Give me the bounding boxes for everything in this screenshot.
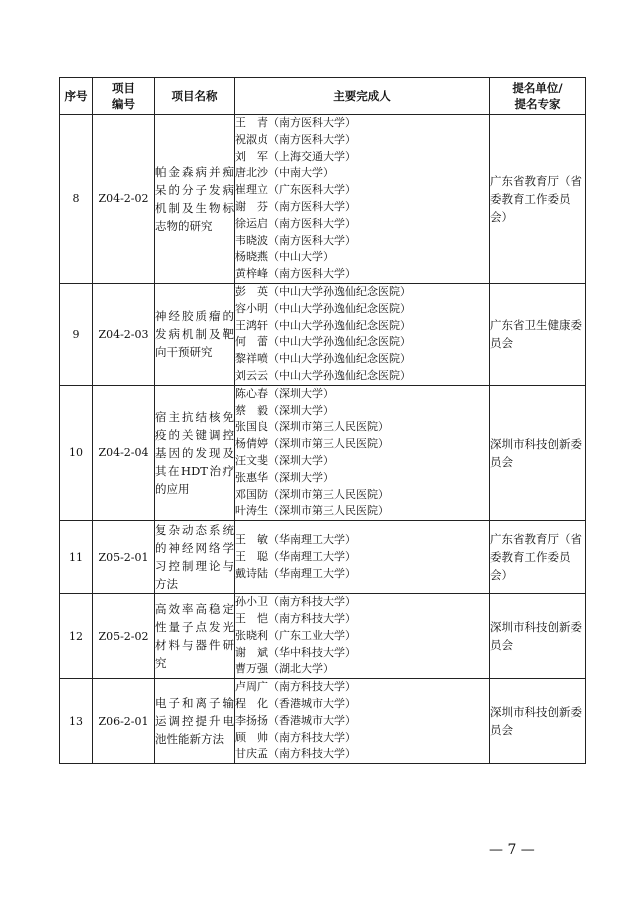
person-entry: 甘庆孟（南方科技大学） xyxy=(235,747,356,761)
row-code: Z04-2-04 xyxy=(93,385,155,520)
row-nominating-unit: 深圳市科技创新委员会 xyxy=(490,385,586,520)
row-people xyxy=(235,679,490,764)
person-entry: 张晓利（广东工业大学） xyxy=(235,628,356,642)
person-entry: 卢周广（南方科技大学） xyxy=(235,680,356,694)
row-project-name xyxy=(155,679,235,764)
person-entry: 顾 帅（南方科技大学） xyxy=(235,730,356,744)
row-project-name xyxy=(155,521,235,594)
header-unit xyxy=(490,78,586,115)
person-entry: 陈心春（深圳大学） xyxy=(235,386,334,400)
row-seq: 13 xyxy=(60,679,93,764)
person-entry: 彭 英（中山大学孙逸仙纪念医院） xyxy=(235,284,411,298)
row-people xyxy=(235,385,490,520)
person-entry: 刘 军（上海交通大学） xyxy=(235,149,356,163)
person-entry: 王 青（南方医科大学） xyxy=(235,116,356,129)
person-entry: 汪文斐（深圳大学） xyxy=(235,453,334,467)
person-entry: 杨倩婷（深圳市第三人民医院） xyxy=(235,437,389,451)
person-entry: 张惠华（深圳大学） xyxy=(235,470,334,484)
table-header-row xyxy=(60,78,586,115)
person-entry: 王 恺（南方科技大学） xyxy=(235,611,356,625)
person-entry: 崔理立（广东医科大学） xyxy=(235,183,356,197)
person-entry: 黄梓峰（南方医科大学） xyxy=(235,267,356,281)
person-entry: 何 蕾（中山大学孙逸仙纪念医院） xyxy=(235,335,411,349)
row-project-name xyxy=(155,385,235,520)
person-entry: 李扬扬（香港城市大学） xyxy=(235,713,356,727)
row-seq: 8 xyxy=(60,115,93,284)
header-people: 主要完成人 xyxy=(235,78,490,115)
table-row xyxy=(60,594,586,679)
header-unit-line2: 提名专家 xyxy=(514,97,561,111)
header-code-line1: 项目 xyxy=(112,81,135,95)
table-row xyxy=(60,115,586,284)
row-people xyxy=(235,521,490,594)
person-entry: 邓国防（深圳市第三人民医院） xyxy=(235,487,389,501)
row-seq: 9 xyxy=(60,283,93,385)
person-entry: 谢 斌（华中科技大学） xyxy=(235,645,356,659)
person-entry: 王 敏（华南理工大学） xyxy=(235,532,356,546)
table-row xyxy=(60,385,586,520)
row-code: Z06-2-01 xyxy=(93,679,155,764)
person-entry: 程 化（香港城市大学） xyxy=(235,696,356,710)
person-entry: 黎祥喷（中山大学孙逸仙纪念医院） xyxy=(235,352,411,366)
row-nominating-unit: 广东省卫生健康委员会 xyxy=(490,283,586,385)
row-code: Z05-2-02 xyxy=(93,594,155,679)
table-row xyxy=(60,283,586,385)
awards-table xyxy=(59,77,586,764)
row-project-name xyxy=(155,115,235,284)
table-row xyxy=(60,679,586,764)
header-seq: 序号 xyxy=(60,78,93,115)
row-seq: 12 xyxy=(60,594,93,679)
project-name-text: 帕金森病并痴呆的分子发病机制及生物标志物的研究 xyxy=(155,164,234,233)
person-entry: 张国良（深圳市第三人民医院） xyxy=(235,420,389,434)
row-people xyxy=(235,115,490,284)
row-code: Z05-2-01 xyxy=(93,521,155,594)
person-entry: 杨晓燕（中山大学） xyxy=(235,250,334,264)
row-seq: 10 xyxy=(60,385,93,520)
page-number: — 7 — xyxy=(489,842,535,858)
person-entry: 叶涛生（深圳市第三人民医院） xyxy=(235,504,389,518)
row-nominating-unit: 深圳市科技创新委员会 xyxy=(490,594,586,679)
person-entry: 王鸿轩（中山大学孙逸仙纪念医院） xyxy=(235,318,411,332)
project-name-text: 复杂动态系统的神经网络学习控制理论与方法 xyxy=(155,523,234,592)
row-project-name xyxy=(155,594,235,679)
table-body xyxy=(60,115,586,764)
person-entry: 王 聪（华南理工大学） xyxy=(235,549,356,563)
row-code: Z04-2-02 xyxy=(93,115,155,284)
person-entry: 祝淑贞（南方医科大学） xyxy=(235,132,356,146)
project-name-text: 神经胶质瘤的发病机制及靶向干预研究 xyxy=(155,309,234,360)
person-entry: 蔡 毅（深圳大学） xyxy=(235,403,334,417)
person-entry: 戴诗陆（华南理工大学） xyxy=(235,566,356,580)
header-code-line2: 编号 xyxy=(112,97,135,111)
row-seq: 11 xyxy=(60,521,93,594)
person-entry: 韦晓波（南方医科大学） xyxy=(235,233,356,247)
row-project-name xyxy=(155,283,235,385)
person-entry: 孙小卫（南方科技大学） xyxy=(235,595,356,609)
header-name: 项目名称 xyxy=(155,78,235,115)
header-unit-line1: 提名单位/ xyxy=(512,81,563,95)
person-entry: 徐运启（南方医科大学） xyxy=(235,216,356,230)
row-nominating-unit: 深圳市科技创新委员会 xyxy=(490,679,586,764)
row-people xyxy=(235,594,490,679)
row-nominating-unit: 广东省教育厅（省委教育工作委员会） xyxy=(490,115,586,284)
header-code xyxy=(93,78,155,115)
row-code: Z04-2-03 xyxy=(93,283,155,385)
person-entry: 谢 芬（南方医科大学） xyxy=(235,199,356,213)
person-entry: 容小明（中山大学孙逸仙纪念医院） xyxy=(235,301,411,315)
person-entry: 曹万强（湖北大学） xyxy=(235,662,334,676)
table-row xyxy=(60,521,586,594)
row-nominating-unit: 广东省教育厅（省委教育工作委员会） xyxy=(490,521,586,594)
project-name-text: 宿主抗结核免疫的关键调控基因的发现及其在HDT治疗的应用 xyxy=(155,409,234,496)
person-entry: 刘云云（中山大学孙逸仙纪念医院） xyxy=(235,368,411,382)
person-entry: 唐北沙（中南大学） xyxy=(235,166,334,180)
project-name-text: 高效率高稳定性量子点发光材料与器件研究 xyxy=(155,602,234,671)
project-name-text: 电子和离子输运调控提升电池性能新方法 xyxy=(155,696,234,747)
row-people xyxy=(235,283,490,385)
